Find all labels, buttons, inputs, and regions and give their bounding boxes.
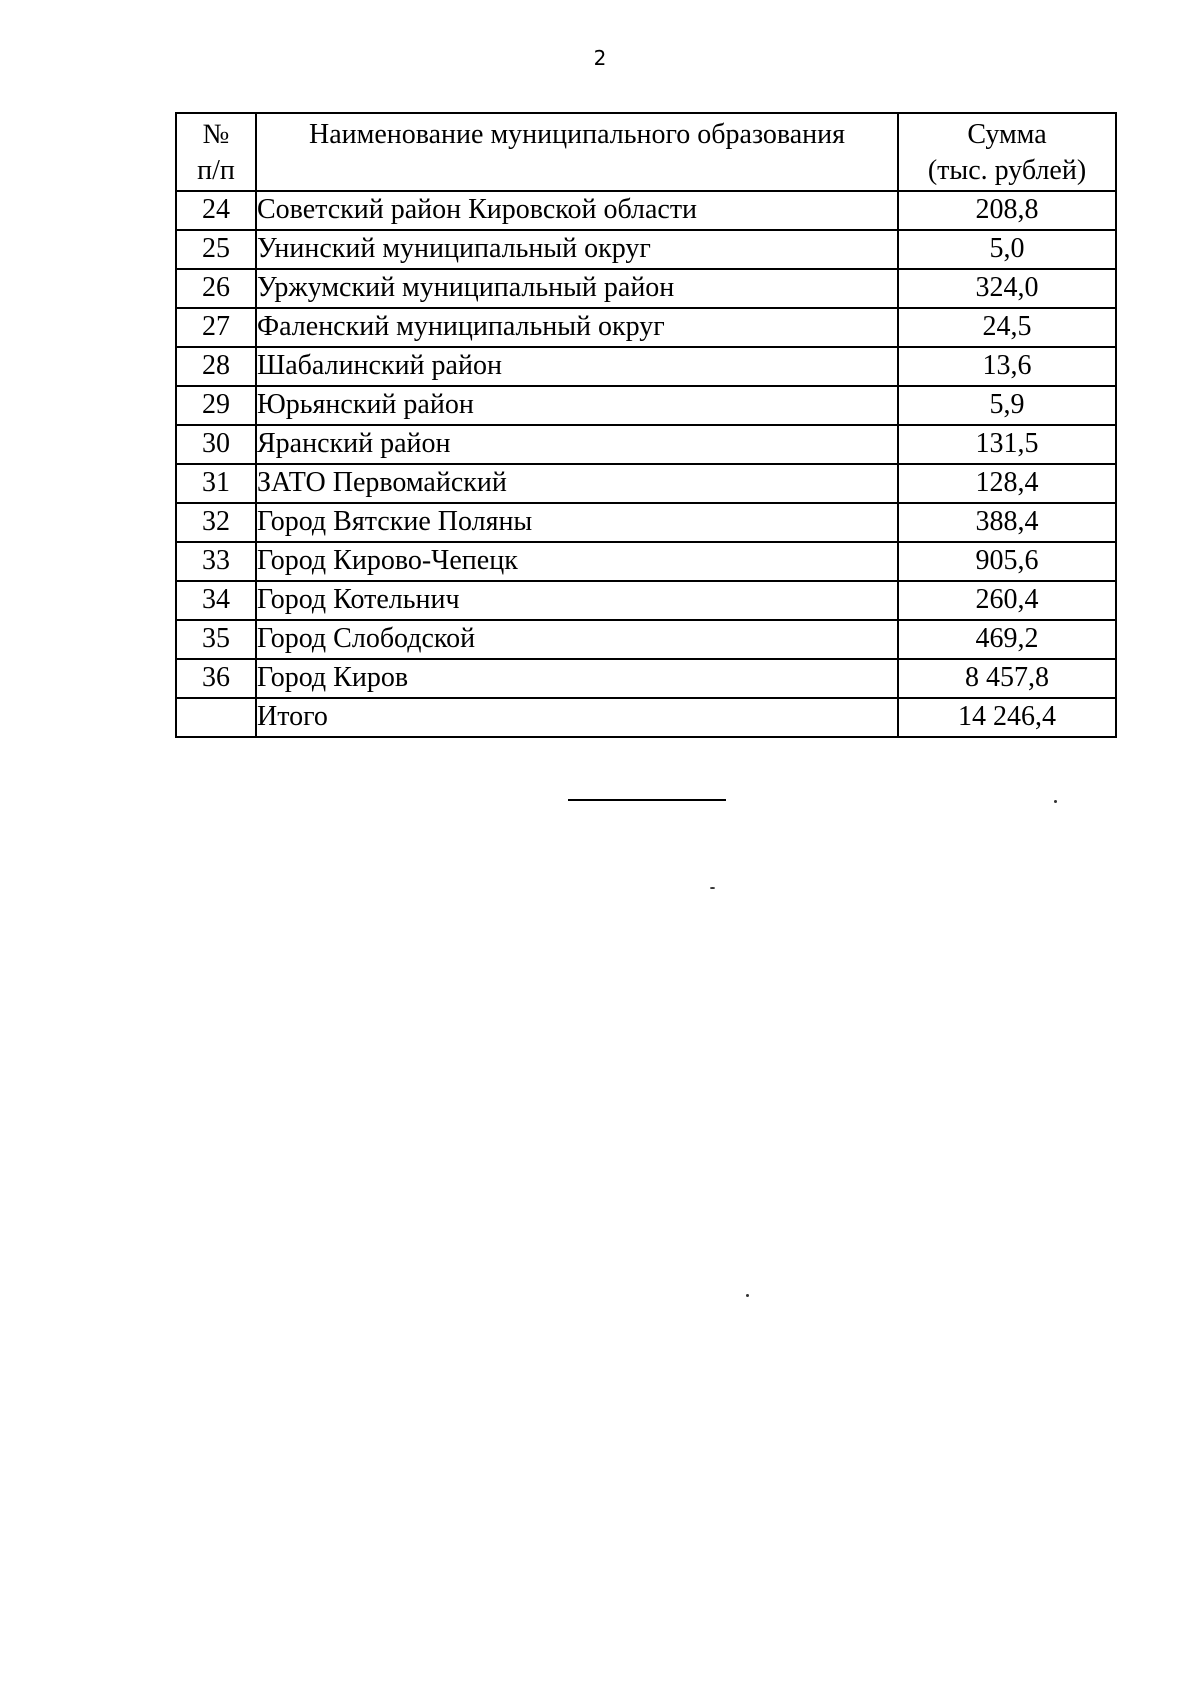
row-number-cell: 24 [176,191,256,230]
table-row [176,620,1116,659]
scan-speck [746,1294,749,1297]
row-number-cell: 33 [176,542,256,581]
header-sum-label: Сумма [967,119,1047,150]
row-number-cell: 35 [176,620,256,659]
total-number-cell [176,698,256,737]
row-sum-cell: 208,8 [898,191,1116,230]
total-sum-cell: 14 246,4 [898,698,1116,737]
row-sum-cell: 5,9 [898,386,1116,425]
row-sum-cell: 5,0 [898,230,1116,269]
table-row [176,464,1116,503]
table-row [176,308,1116,347]
row-number-cell: 26 [176,269,256,308]
row-sum-cell: 128,4 [898,464,1116,503]
table-row [176,542,1116,581]
row-name-cell: Фаленский муниципальный округ [256,308,898,347]
row-name-cell: Унинский муниципальный округ [256,230,898,269]
table-header-row [176,113,1116,191]
table-row [176,230,1116,269]
total-row [176,698,1116,737]
row-sum-cell: 13,6 [898,347,1116,386]
table-row [176,191,1116,230]
header-sum-unit: (тыс. рублей) [927,155,1087,186]
allocation-table [175,112,1117,738]
header-number-symbol: № [202,119,230,150]
row-number-cell: 25 [176,230,256,269]
row-name-cell: Уржумский муниципальный район [256,269,898,308]
row-name-cell: Город Киров [256,659,898,698]
table-row [176,386,1116,425]
header-name-cell [256,113,898,191]
row-sum-cell: 24,5 [898,308,1116,347]
row-sum-cell: 388,4 [898,503,1116,542]
header-number-abbrev: п/п [197,155,235,186]
header-name-label: Наименование муниципального образования [309,119,845,150]
table-row [176,503,1116,542]
row-sum-cell: 324,0 [898,269,1116,308]
page-number: 2 [593,46,607,70]
row-number-cell: 29 [176,386,256,425]
table-row [176,425,1116,464]
end-of-document-rule [568,799,726,801]
table-row [176,269,1116,308]
header-number-cell [176,113,256,191]
row-sum-cell: 131,5 [898,425,1116,464]
scan-speck [710,887,715,889]
row-number-cell: 30 [176,425,256,464]
row-number-cell: 31 [176,464,256,503]
row-sum-cell: 469,2 [898,620,1116,659]
row-number-cell: 32 [176,503,256,542]
row-sum-cell: 260,4 [898,581,1116,620]
row-name-cell: Город Слободской [256,620,898,659]
row-name-cell: Шабалинский район [256,347,898,386]
row-name-cell: Юрьянский район [256,386,898,425]
row-number-cell: 36 [176,659,256,698]
table-row [176,659,1116,698]
row-name-cell: Город Кирово-Чепецк [256,542,898,581]
row-name-cell: Город Котельнич [256,581,898,620]
header-sum-cell [898,113,1116,191]
total-label-cell: Итого [256,698,898,737]
table-row [176,581,1116,620]
row-number-cell: 28 [176,347,256,386]
scan-speck [1054,800,1057,803]
table-body [176,191,1116,737]
row-name-cell: Советский район Кировской области [256,191,898,230]
row-number-cell: 27 [176,308,256,347]
row-name-cell: Яранский район [256,425,898,464]
row-number-cell: 34 [176,581,256,620]
row-name-cell: ЗАТО Первомайский [256,464,898,503]
row-name-cell: Город Вятские Поляны [256,503,898,542]
row-sum-cell: 905,6 [898,542,1116,581]
table-row [176,347,1116,386]
row-sum-cell: 8 457,8 [898,659,1116,698]
